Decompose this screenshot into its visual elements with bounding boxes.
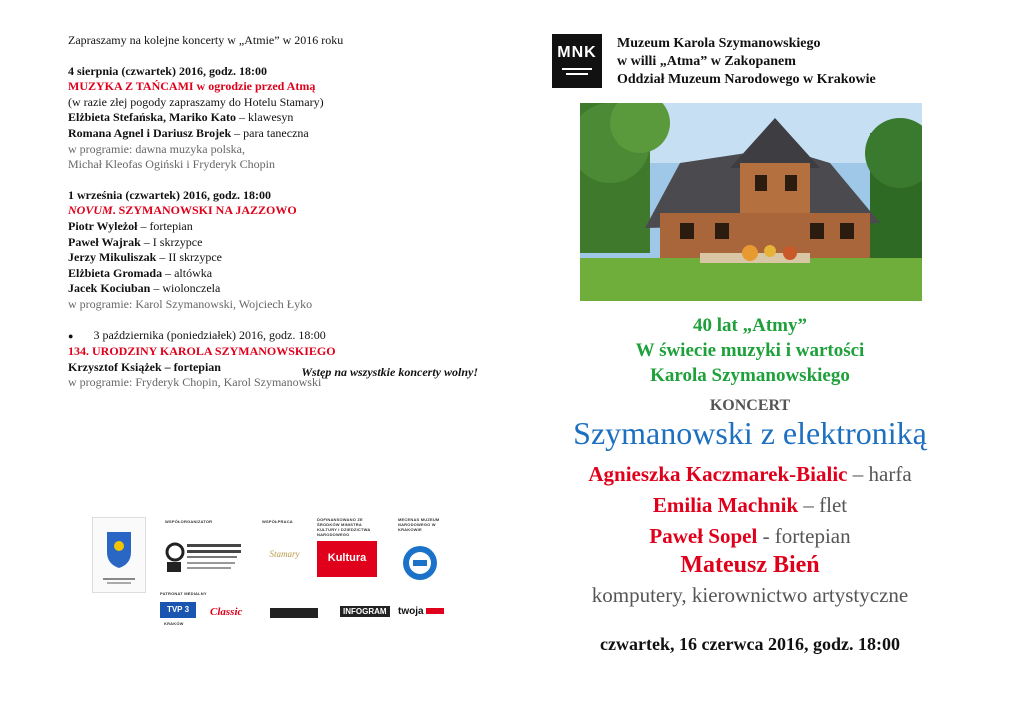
concert2-date: 1 września (czwartek) 2016, godz. 18:00 [68, 187, 271, 202]
bullet-icon: ● [68, 330, 74, 341]
performer-role: – fortepian [137, 218, 193, 233]
performer-role: - fortepian [757, 524, 851, 548]
villa-illustration [580, 103, 922, 301]
performer-role: – flet [798, 493, 848, 517]
performer-name: Jacek Kociuban [68, 281, 151, 296]
concert2-performer [68, 235, 488, 251]
pzu-icon [402, 545, 438, 581]
lead-performer-role: komputery, kierownictwo artystyczne [591, 583, 909, 607]
concert-program [68, 33, 488, 391]
performer-role: – wiolonczela [150, 281, 221, 296]
coat-of-arms-logo [92, 517, 146, 593]
film-reel-icon [165, 538, 245, 578]
performer-name: Agnieszka Kaczmarek-Bialic [588, 462, 848, 486]
stamary-logo [262, 535, 307, 575]
concert3-date: 3 października (poniedziałek) 2016, godz. 18:00 [93, 327, 326, 342]
performer-name: Paweł Sopel [649, 524, 758, 548]
performer-role: – para taneczna [231, 125, 309, 140]
concert-title: Szymanowski z elektroniką [573, 415, 927, 451]
tvp-logo: TVP 3 [160, 602, 196, 618]
twoja-text: twoja [398, 606, 424, 617]
pzu-logo [402, 545, 438, 586]
concert2-program: w programie: Karol Szymanowski, Wojciech Łyko [68, 296, 313, 311]
performer-name: Romana Agnel i Dariusz Brojek [68, 125, 232, 140]
museum-villa: w willi „Atma” w Zakopanem [617, 54, 796, 69]
performer-role: – altówka [162, 265, 213, 280]
performer-name: Jerzy Mikuliszak [68, 250, 157, 265]
concert3-program: w programie: Fryderyk Chopin, Karol Szymanowski [68, 375, 322, 390]
intro-text: Zapraszamy na kolejne koncerty w „Atmie” w 2016 roku [68, 33, 344, 47]
museum-logo-text: MNK [557, 44, 597, 61]
performer-name: Paweł Wajrak [68, 234, 141, 249]
performer-role: – II skrzypce [156, 250, 222, 265]
performer-role: – I skrzypce [140, 234, 203, 249]
villa-atma-photo [580, 103, 922, 301]
performer-name: Piotr Wyleżoł [68, 218, 138, 233]
concert2-performer [68, 281, 488, 297]
performer-role: – harfa [847, 462, 912, 486]
concert1-program-1: w programie: dawna muzyka polska, [68, 141, 245, 156]
museum-logo [552, 34, 602, 88]
coorganizer-logo [165, 538, 245, 578]
concert2-performer [68, 266, 488, 282]
concert2-title [68, 203, 488, 219]
media-label: PATRONAT MEDIALNY [160, 591, 207, 596]
concert2-performer [68, 219, 488, 235]
concert1-program-2: Michał Kleofas Ogiński i Fryderyk Chopin [68, 157, 275, 172]
concert2-title-rest: . SZYMANOWSKI NA JAZZOWO [112, 203, 297, 218]
concert1-performer-2 [68, 126, 488, 142]
performer-line [540, 489, 960, 521]
performer-name: Elżbieta Gromada [68, 265, 163, 280]
coat-of-arms-icon [93, 518, 145, 592]
anniversary-heading: 40 lat „Atmy” [693, 315, 807, 336]
concert1-date: 4 sierpnia (czwartek) 2016, godz. 18:00 [68, 63, 267, 78]
concert1-performer-1 [68, 110, 488, 126]
performer-name: Elżbieta Stefańska, Mariko Kato [68, 110, 236, 125]
sponsor-label: MECENAS MUZEUM NARODOWEGO W KRAKOWIE [398, 517, 440, 532]
concert1-note: (w razie złej pogody zapraszamy do Hotelu Stamary) [68, 94, 324, 109]
twoja-logo [398, 606, 444, 617]
concert2-performer [68, 250, 488, 266]
concert2-title-novum: NOVUM [68, 203, 113, 218]
concert3-performer: Krzysztof Książek – fortepian [68, 359, 221, 374]
museum-branch: Oddział Muzeum Narodowego w Krakowie [617, 72, 876, 87]
concert-date: czwartek, 16 czerwca 2016, godz. 18:00 [600, 634, 900, 654]
cooperation-label: WSPÓŁPRACA [262, 519, 293, 524]
performer-line [540, 458, 960, 490]
free-entry-note: Wstęp na wszystkie koncerty wolny! [301, 365, 478, 379]
museum-header [617, 35, 876, 89]
stamary-text: Stamary [269, 549, 300, 559]
coorganizer-label: WSPÓŁORGANIZATOR [165, 519, 213, 524]
concert1-title: MUZYKA Z TAŃCAMI w ogrodzie przed Atmą [68, 79, 316, 94]
radio-classic-logo: Classic [210, 606, 243, 618]
lead-performer-name: Mateusz Bień [680, 552, 820, 578]
performer-line [540, 520, 960, 552]
museum-name: Muzeum Karola Szymanowskiego [617, 36, 821, 51]
media-partner-logo [270, 608, 318, 618]
tvp-krakow-label: KRAKÓW [164, 621, 184, 626]
concert3-date-line [68, 328, 488, 345]
infogram-logo: INFOGRAM [340, 606, 390, 617]
ministry-text: Kultura [327, 552, 367, 564]
sponsor-logos [90, 505, 490, 635]
subtitle-line-1: W świecie muzyki i wartości [635, 340, 865, 361]
performer-role: – klawesyn [236, 110, 294, 125]
ministry-logo [317, 541, 377, 577]
performer-name: Emilia Machnik [652, 493, 799, 517]
funding-label: DOFINANSOWANO ZE ŚRODKÓW MINISTRA KULTURY I DZIEDZICTWA NARODOWEGO [317, 517, 371, 537]
subtitle-line-2: Karola Szymanowskiego [650, 365, 850, 386]
koncert-label: KONCERT [709, 397, 791, 414]
concert3-title: 134. URODZINY KAROLA SZYMANOWSKIEGO [68, 344, 336, 359]
